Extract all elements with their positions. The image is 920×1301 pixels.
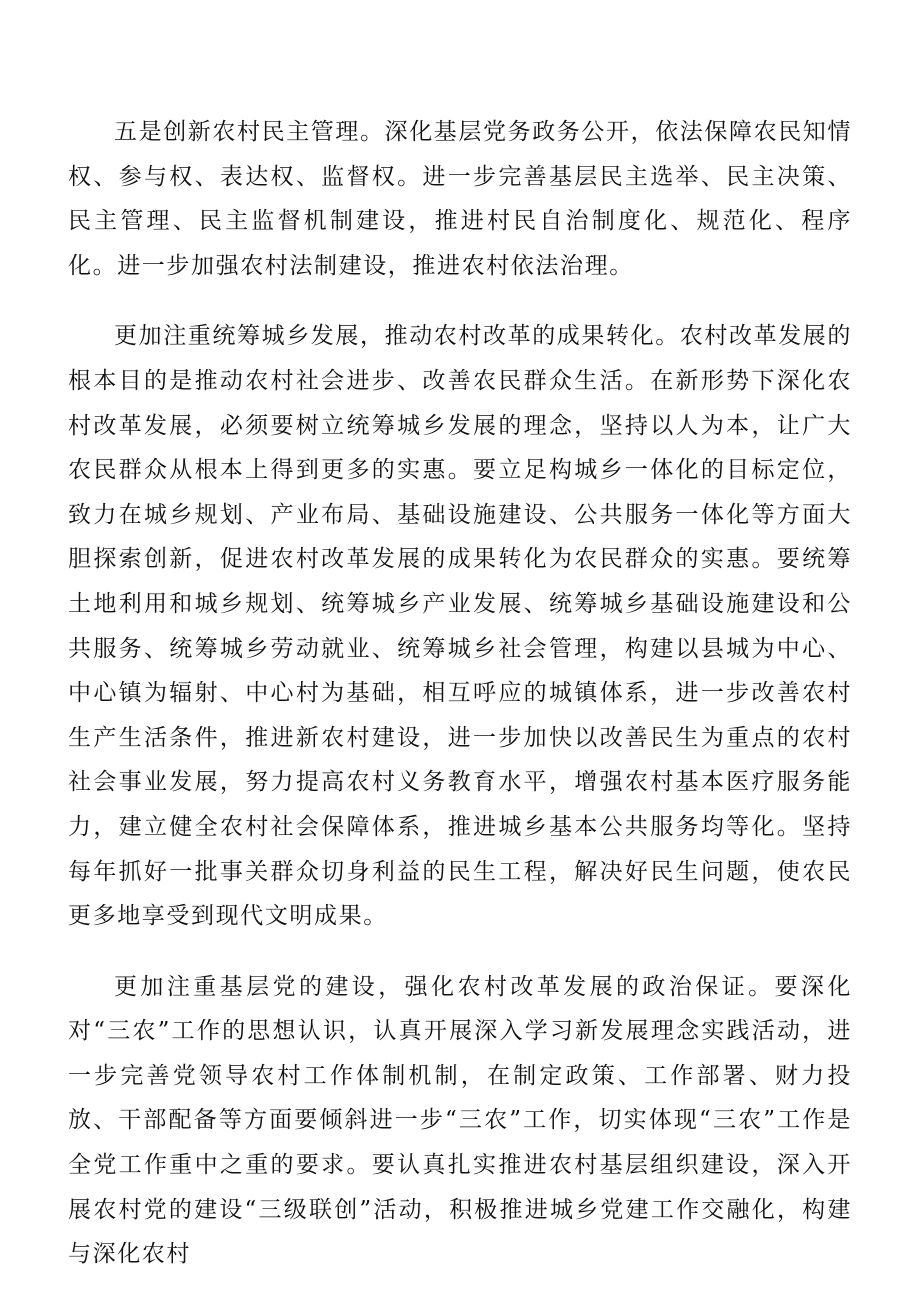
paragraph-urban-rural-development: 更加注重统筹城乡发展，推动农村改革的成果转化。农村改革发展的根本目的是推动农村社会进步、改善农民群众生活。在新形势下深化农村改革发展，必须要树立统筹城乡发展的理念，坚持以人为本，让广大农民群众从根本上得到更多的实惠。要立足构城乡一体化的目标定位，致力在城乡规划、产业布局、基础设施建设、公共服务一体化等方面大胆探索创新，促进农村改革发展的成果转化为农民群众的实惠。要统筹土地利用和城乡规划、统筹城乡产业发展、统筹城乡基础设施建设和公共服务、统筹城乡劳动就业、统筹城乡社会管理，构建以县城为中心、中心镇为辐射、中心村为基础，相互呼应的城镇体系，进一步改善农村生产生活条件，推进新农村建设，进一步加快以改善民生为重点的农村社会事业发展，努力提高农村义务教育水平，增强农村基本医疗服务能力，建立健全农村社会保障体系，推进城乡基本公共服务均等化。坚持每年抓好一批事关群众切身利益的民生工程，解决好民生问题，使农民更多地享受到现代文明成果。 (68, 323, 852, 930)
paragraph-democratic-management: 五是创新农村民主管理。深化基层党务政务公开，依法保障农民知情权、参与权、表达权、监督权。进一步完善基层民主选举、民主决策、民主管理、民主监督机制建设，推进村民自治制度化、规范化、程序化。进一步加强农村法制建设，推进农村依法治理。 (68, 119, 852, 279)
paragraph-party-building: 更加注重基层党的建设，强化农村改革发展的政治保证。要深化对“三农”工作的思想认识，认真开展深入学习新发展理念实践活动，进一步完善党领导农村工作体制机制，在制定政策、工作部署、财力投放、干部配备等方面要倾斜进一步“三农”工作，切实体现“三农”工作是全党工作重中之重的要求。要认真扎实推进农村基层组织建设，深入开展农村党的建设“三级联创”活动，积极推进城乡党建工作交融化，构建与深化农村 (68, 973, 852, 1268)
document-body (68, 110, 852, 1277)
